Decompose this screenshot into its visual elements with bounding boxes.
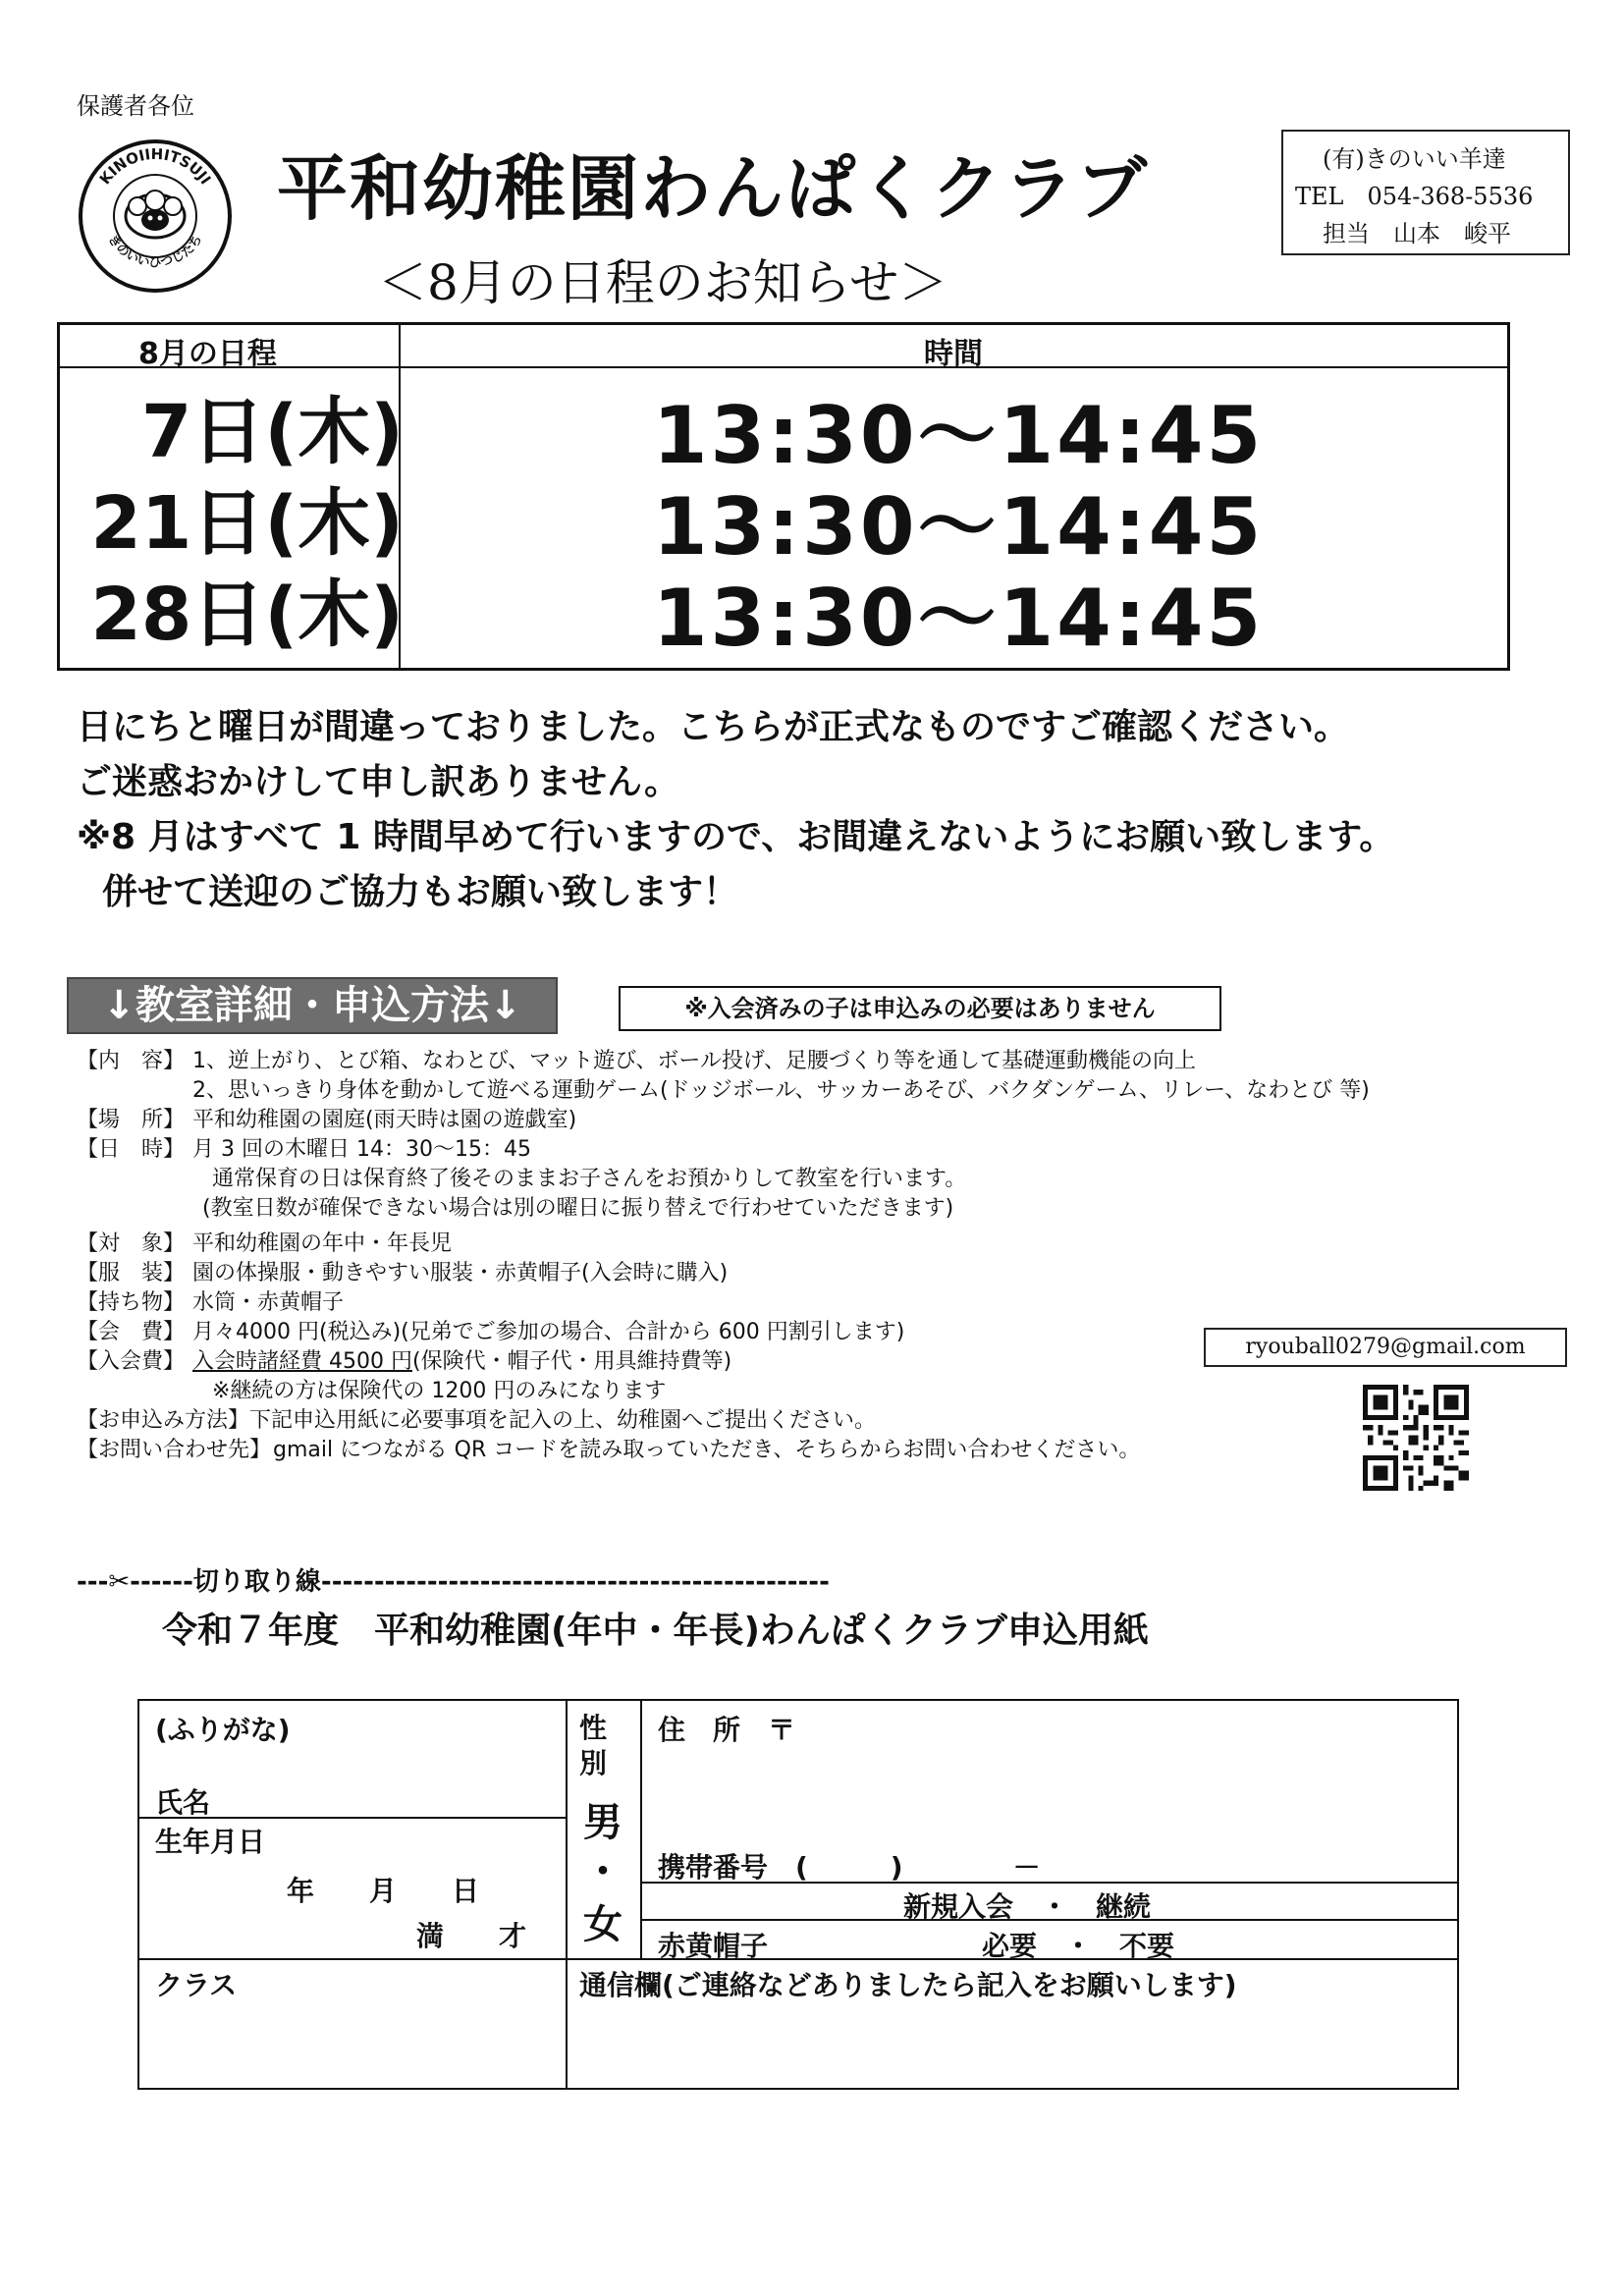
- detail-datetime-label: 【日 時】: [77, 1137, 186, 1162]
- notice-line-3: ※8 月はすべて 1 時間早めて行いますので、お間違えないようにお願い致します。: [77, 817, 1395, 857]
- contact-tel: TEL 054-368-5536: [1295, 183, 1534, 210]
- detail-target-label: 【対 象】: [77, 1231, 186, 1256]
- notice-subtitle: ＜8月の日程のお知らせ＞: [378, 254, 948, 311]
- detail-datetime-3: (教室日数が確保できない場合は別の曜日に振り替えで行わせていただきます): [202, 1196, 954, 1221]
- form-address-label: 住 所 〒: [658, 1714, 796, 1746]
- form-hat-options[interactable]: 必要 ・ 不要: [982, 1930, 1175, 1962]
- email-box[interactable]: ryouball0279@gmail.com: [1204, 1328, 1567, 1367]
- detail-place: 平和幼稚園の園庭(雨天時は園の遊戯室): [192, 1108, 577, 1132]
- schedule-row-2-date: 21日(木): [90, 481, 404, 566]
- detail-place-label: 【場 所】: [77, 1108, 186, 1132]
- schedule-row-3-date: 28日(木): [90, 573, 404, 657]
- detail-content-1: 1、逆上がり、とび箱、なわとび、マット遊び、ボール投げ、足腰づくり等を通して基礎運動機能の向上: [192, 1049, 1197, 1073]
- logo-arc-bottom: きのいいひつじたち: [104, 232, 206, 271]
- schedule-header-time: 時間: [924, 337, 983, 371]
- form-phone-label: 携帯番号 ( ) －: [658, 1851, 1041, 1884]
- form-comments-label: 通信欄(ご連絡などありましたら記入をお願いします): [579, 1969, 1237, 2001]
- schedule-header-divider: [60, 366, 1507, 368]
- form-birthdate-label: 生年月日: [155, 1826, 266, 1858]
- section-header: ↓教室詳細・申込方法↓: [67, 977, 558, 1034]
- form-sex-male[interactable]: 男: [583, 1800, 623, 1845]
- contact-company: (有)きのいい羊達: [1323, 145, 1506, 173]
- detail-items: 水筒・赤黄帽子: [192, 1290, 345, 1315]
- schedule-header-date: 8月の日程: [138, 337, 277, 371]
- detail-clothing-label: 【服 装】: [77, 1261, 186, 1285]
- detail-apply: 下記申込用紙に必要事項を記入の上、幼稚園へご提出ください。: [249, 1408, 877, 1433]
- form-sex-dot: ・: [583, 1849, 623, 1894]
- notice-line-1: 日にちと曜日が間違っておりました。こちらが正式なものですご確認ください。: [77, 707, 1350, 747]
- form-ymd-label: 年 月 日: [287, 1875, 480, 1907]
- form-divider-v1: [566, 1701, 568, 2090]
- detail-entry-label: 【入会費】: [77, 1349, 186, 1374]
- form-sex-female[interactable]: 女: [583, 1902, 623, 1947]
- cut-line: ---✂------切り取り線------------------------------------------------: [77, 1567, 830, 1595]
- notice-line-4: 併せて送迎のご協力もお願い致します！: [102, 872, 739, 912]
- sheep-logo: [77, 137, 234, 295]
- detail-inquiry-label: 【お問い合わせ先】: [77, 1438, 272, 1462]
- detail-entry-fee: [192, 1347, 731, 1377]
- form-age-label: 満 才: [416, 1920, 527, 1952]
- form-sex-label-2: 別: [579, 1747, 608, 1779]
- detail-entry-rest: (保険代・帽子代・用具維持費等): [411, 1349, 732, 1374]
- form-sex-label-1: 性: [579, 1712, 608, 1744]
- detail-datetime-1: 月 3 回の木曜日 14：30～15：45: [192, 1137, 531, 1162]
- detail-content-2: 2、思いっきり身体を動かして遊べる運動ゲーム(ドッジボール、サッカーあそび、バクダンゲーム、リレー、なわとび 等): [192, 1078, 1370, 1103]
- club-title: 平和幼稚園わんぱくクラブ: [277, 147, 1150, 230]
- detail-datetime-2: 通常保育の日は保育終了後そのままお子さんをお預かりして教室を行います。: [212, 1167, 967, 1191]
- form-divider-h-class: [139, 1958, 1459, 1960]
- form-class-label: クラス: [155, 1969, 238, 2001]
- qr-code-icon[interactable]: [1363, 1385, 1469, 1491]
- schedule-row-1-time: 13:30～14:45: [652, 390, 1265, 481]
- form-enrollment-options[interactable]: 新規入会 ・ 継続: [903, 1890, 1152, 1923]
- detail-target: 平和幼稚園の年中・年長児: [192, 1231, 453, 1256]
- detail-inquiry: gmail につながる QR コードを読み取っていただき、そちらからお問い合わせください。: [273, 1438, 1141, 1462]
- form-name-label: 氏名: [155, 1786, 211, 1819]
- contact-person: 担当 山本 峻平: [1323, 220, 1511, 247]
- contact-box: [1281, 130, 1570, 255]
- schedule-row-3-time: 13:30～14:45: [652, 573, 1265, 664]
- detail-content-label: 【内 容】: [77, 1049, 186, 1073]
- schedule-row-1-date: 7日(木): [140, 390, 404, 474]
- form-furigana-label: (ふりがな): [155, 1714, 291, 1746]
- recipient-text: 保護者各位: [77, 92, 194, 120]
- schedule-row-2-time: 13:30～14:45: [652, 481, 1265, 573]
- logo-arc-top: KINOIIHITSUJI: [95, 144, 215, 189]
- detail-fee-label: 【会 費】: [77, 1320, 186, 1344]
- detail-fee: 月々4000 円(税込み)(兄弟でご参加の場合、合計から 600 円割引します): [192, 1320, 905, 1344]
- detail-entry-note: ※継続の方は保険代の 1200 円のみになります: [212, 1379, 667, 1403]
- application-form: [137, 1699, 1459, 2090]
- sheep-icon: [126, 191, 185, 238]
- form-title: 令和７年度 平和幼稚園(年中・年長)わんぱくクラブ申込用紙: [162, 1611, 1149, 1651]
- form-hat-label: 赤黄帽子: [658, 1930, 769, 1962]
- schedule-table: [57, 322, 1510, 671]
- enrolled-note: ※入会済みの子は申込みの必要はありません: [619, 986, 1221, 1031]
- detail-apply-label: 【お申込み方法】: [77, 1408, 250, 1433]
- notice-line-2: ご迷惑おかけして申し訳ありません。: [77, 762, 680, 802]
- detail-entry-underlined: 入会時諸経費 4500 円: [192, 1349, 412, 1374]
- detail-items-label: 【持ち物】: [77, 1290, 186, 1315]
- detail-clothing: 園の体操服・動きやすい服装・赤黄帽子(入会時に購入): [192, 1261, 729, 1285]
